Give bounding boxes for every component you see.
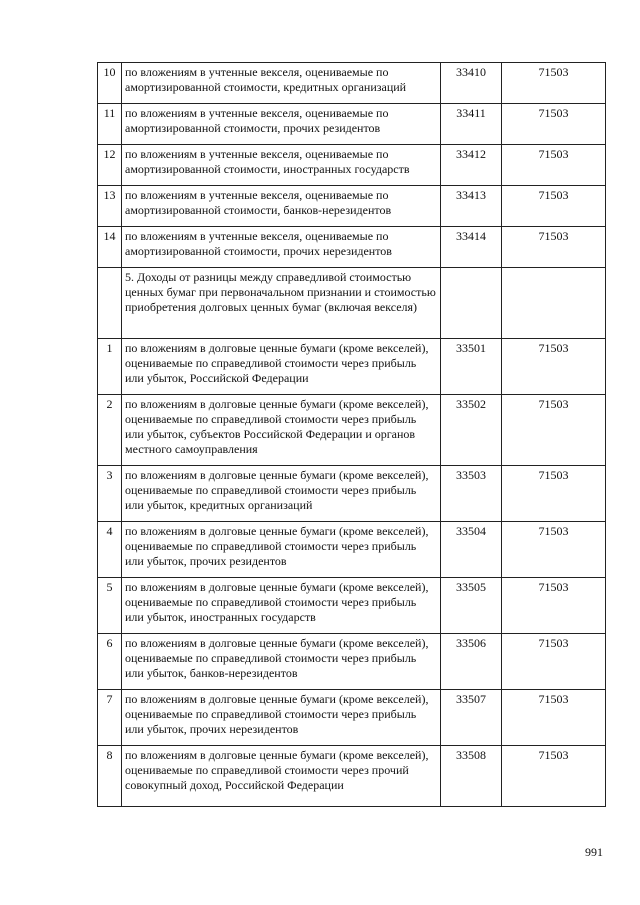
account-code: 33410 bbox=[441, 63, 502, 104]
row-number: 1 bbox=[98, 339, 122, 395]
table-row bbox=[98, 395, 606, 466]
table-row bbox=[98, 690, 606, 746]
table-row bbox=[98, 186, 606, 227]
account-code: 33506 bbox=[441, 634, 502, 690]
table-row bbox=[98, 578, 606, 634]
row-description: по вложениям в учтенные векселя, оцениваемые по амортизированной стоимости, прочих резидентов bbox=[122, 104, 441, 145]
row-description: по вложениям в долговые ценные бумаги (кроме векселей), оцениваемые по справедливой стоимости через прибыль или убыток, банков-нерезидентов bbox=[122, 634, 441, 690]
section-header-row bbox=[98, 268, 606, 339]
symbol-code: 71503 bbox=[502, 63, 606, 104]
row-description: по вложениям в долговые ценные бумаги (кроме векселей), оцениваемые по справедливой стоимости через прибыль или убыток, иностранных государств bbox=[122, 578, 441, 634]
row-number: 3 bbox=[98, 466, 122, 522]
account-code: 33504 bbox=[441, 522, 502, 578]
row-number: 14 bbox=[98, 227, 122, 268]
row-number: 11 bbox=[98, 104, 122, 145]
symbol-code: 71503 bbox=[502, 395, 606, 466]
account-code: 33413 bbox=[441, 186, 502, 227]
row-number: 12 bbox=[98, 145, 122, 186]
account-code: 33411 bbox=[441, 104, 502, 145]
account-code: 33502 bbox=[441, 395, 502, 466]
row-description: по вложениям в учтенные векселя, оцениваемые по амортизированной стоимости, прочих нерезидентов bbox=[122, 227, 441, 268]
table-row bbox=[98, 104, 606, 145]
symbol-code: 71503 bbox=[502, 578, 606, 634]
row-description: по вложениям в долговые ценные бумаги (кроме векселей), оцениваемые по справедливой стоимости через прибыль или убыток, прочих резидентов bbox=[122, 522, 441, 578]
row-number: 13 bbox=[98, 186, 122, 227]
row-description: по вложениям в долговые ценные бумаги (кроме векселей), оцениваемые по справедливой стоимости через прибыль или убыток, прочих нерезидентов bbox=[122, 690, 441, 746]
row-description: по вложениям в долговые ценные бумаги (кроме векселей), оцениваемые по справедливой стоимости через прибыль или убыток, кредитных организаций bbox=[122, 466, 441, 522]
row-description: по вложениям в учтенные векселя, оцениваемые по амортизированной стоимости, банков-нерезидентов bbox=[122, 186, 441, 227]
account-code bbox=[441, 268, 502, 339]
row-number: 7 bbox=[98, 690, 122, 746]
row-description: по вложениям в долговые ценные бумаги (кроме векселей), оцениваемые по справедливой стоимости через прочий совокупный доход, Российской Федерации bbox=[122, 746, 441, 807]
row-number: 6 bbox=[98, 634, 122, 690]
account-code: 33503 bbox=[441, 466, 502, 522]
accounts-table bbox=[97, 62, 606, 807]
row-description: по вложениям в долговые ценные бумаги (кроме векселей), оцениваемые по справедливой стоимости через прибыль или убыток, Российской Федерации bbox=[122, 339, 441, 395]
row-number bbox=[98, 268, 122, 339]
symbol-code: 71503 bbox=[502, 522, 606, 578]
table-row bbox=[98, 63, 606, 104]
table-row bbox=[98, 634, 606, 690]
page-number: 991 bbox=[585, 845, 603, 859]
table-row bbox=[98, 522, 606, 578]
symbol-code: 71503 bbox=[502, 339, 606, 395]
symbol-code bbox=[502, 268, 606, 339]
account-code: 33501 bbox=[441, 339, 502, 395]
table-row bbox=[98, 145, 606, 186]
row-number: 8 bbox=[98, 746, 122, 807]
section-heading: 5. Доходы от разницы между справедливой стоимостью ценных бумаг при первоначальном признании и стоимостью приобретения долговых ценных бумаг (включая векселя) bbox=[122, 268, 441, 339]
symbol-code: 71503 bbox=[502, 145, 606, 186]
symbol-code: 71503 bbox=[502, 690, 606, 746]
symbol-code: 71503 bbox=[502, 746, 606, 807]
symbol-code: 71503 bbox=[502, 104, 606, 145]
table-row bbox=[98, 746, 606, 807]
account-code: 33414 bbox=[441, 227, 502, 268]
row-description: по вложениям в долговые ценные бумаги (кроме векселей), оцениваемые по справедливой стоимости через прибыль или убыток, субъектов Российской Федерации и органов местного самоуправления bbox=[122, 395, 441, 466]
row-description: по вложениям в учтенные векселя, оцениваемые по амортизированной стоимости, иностранных государств bbox=[122, 145, 441, 186]
row-number: 2 bbox=[98, 395, 122, 466]
account-code: 33412 bbox=[441, 145, 502, 186]
table-row bbox=[98, 339, 606, 395]
symbol-code: 71503 bbox=[502, 466, 606, 522]
account-code: 33505 bbox=[441, 578, 502, 634]
row-number: 10 bbox=[98, 63, 122, 104]
account-code: 33508 bbox=[441, 746, 502, 807]
symbol-code: 71503 bbox=[502, 634, 606, 690]
account-code: 33507 bbox=[441, 690, 502, 746]
table-row bbox=[98, 227, 606, 268]
row-description: по вложениям в учтенные векселя, оцениваемые по амортизированной стоимости, кредитных организаций bbox=[122, 63, 441, 104]
row-number: 4 bbox=[98, 522, 122, 578]
symbol-code: 71503 bbox=[502, 227, 606, 268]
table-row bbox=[98, 466, 606, 522]
row-number: 5 bbox=[98, 578, 122, 634]
symbol-code: 71503 bbox=[502, 186, 606, 227]
